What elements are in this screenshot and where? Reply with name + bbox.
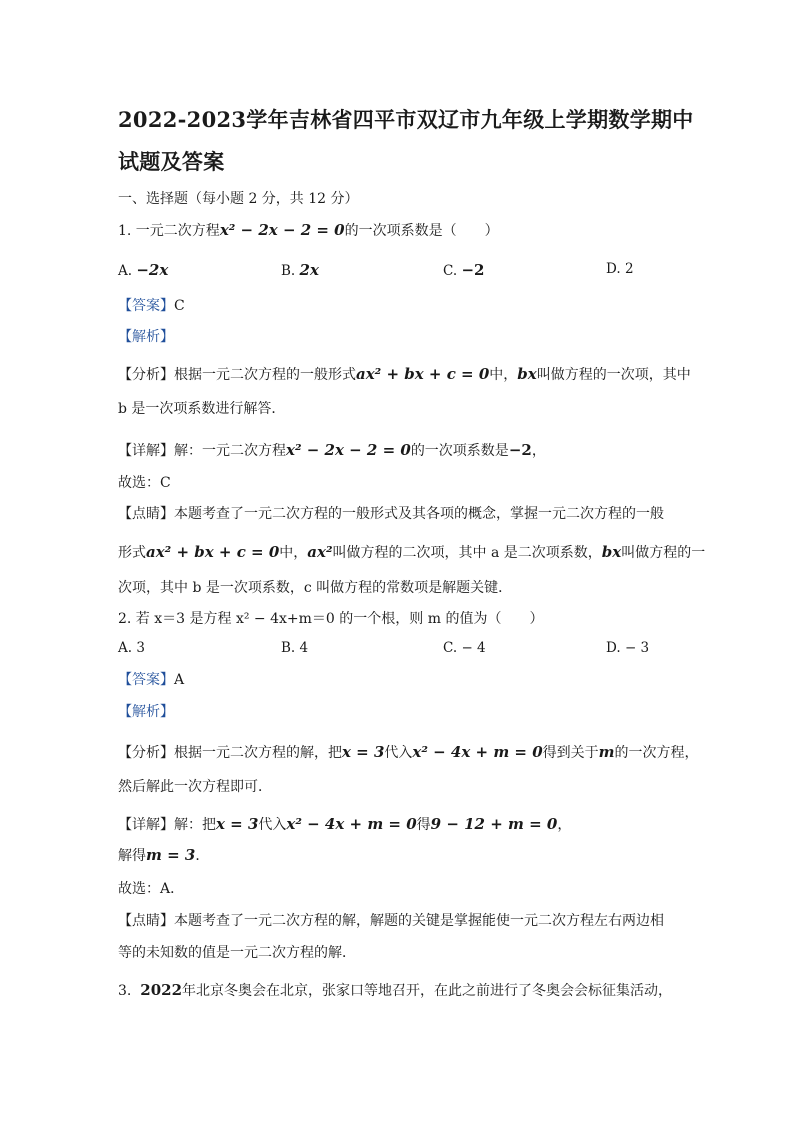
q1-analysis-tag — [118, 326, 174, 346]
q2-option-b — [281, 640, 308, 656]
q2-fenxi-line1 — [118, 742, 699, 762]
analysis-tag: 【解析】 — [118, 329, 174, 345]
detail-tag: 【详解】 — [118, 443, 174, 459]
text: 年北京冬奥会在北京，张家口等地召开，在此之前进行了冬奥会会标征集活动， — [182, 983, 673, 999]
option-value: 3 — [136, 640, 145, 656]
math: −2 — [508, 441, 532, 459]
text: 的一次方程， — [614, 745, 699, 761]
answer-value: C — [174, 298, 185, 314]
text: 形式 — [118, 545, 146, 561]
text: 的一次项系数是 — [410, 443, 509, 459]
answer-value: A — [174, 672, 185, 688]
text: ， — [531, 443, 546, 459]
math: ax² — [307, 543, 333, 561]
q2-option-d — [606, 640, 649, 656]
option-label: C. — [443, 263, 458, 279]
q2-option-a — [118, 640, 145, 656]
q1-equation: x² − 2x − 2 = 0 — [219, 221, 345, 239]
text: 解：把 — [174, 817, 216, 833]
dianjing-tag: 【点睛】 — [118, 913, 174, 929]
doc-title-line2: 试题及答案 — [118, 149, 225, 174]
q1-fenxi-line1 — [118, 364, 691, 384]
math: ax² + bx + c = 0 — [146, 543, 280, 561]
text: 叫做方程的二次项，其中 a 是二次项系数， — [332, 545, 602, 561]
text: 本题考查了一元二次方程的解，解题的关键是掌握能使一元二次方程左右两边相 — [174, 913, 664, 929]
math: 2022 — [140, 981, 183, 999]
option-value: − 3 — [624, 640, 650, 656]
q2-dianjing-line1 — [118, 910, 664, 930]
option-value: −2 — [461, 261, 485, 279]
text: ． — [195, 848, 210, 864]
text: 叫做方程的一次项，其中 — [536, 367, 691, 383]
math: x² − 4x + m = 0 — [412, 743, 543, 761]
math: x = 3 — [342, 743, 385, 761]
section-heading: 一、选择题（每小题 2 分，共 12 分） — [118, 191, 359, 207]
fenxi-tag: 【分析】 — [118, 745, 174, 761]
q1-stem — [118, 220, 499, 240]
q3-stem — [118, 980, 672, 1000]
dianjing-tag: 【点睛】 — [118, 506, 174, 522]
q2-solve — [118, 845, 209, 865]
text: 解：一元二次方程 — [174, 443, 286, 459]
q1-option-a — [118, 261, 168, 279]
answer-tag: 【答案】 — [118, 298, 174, 314]
q1-stem-suffix: 的一次项系数是（ ） — [344, 223, 499, 239]
text: 代入 — [258, 817, 287, 833]
text: 本题考查了一元二次方程的一般形式及其各项的概念，掌握一元二次方程的一般 — [174, 506, 664, 522]
q1-dianjing-line3: 次项，其中 b 是一次项系数，c 叫做方程的常数项是解题关键． — [118, 580, 513, 596]
text: 根据一元二次方程的一般形式 — [174, 367, 356, 383]
q1-dianjing-line1 — [118, 503, 664, 523]
q1-option-d — [606, 261, 634, 277]
text: ， — [557, 817, 572, 833]
q1-stem-prefix: 1. 一元二次方程 — [118, 223, 220, 239]
math: x = 3 — [216, 815, 259, 833]
option-label: A. — [118, 640, 133, 656]
q2-analysis-tag — [118, 701, 174, 721]
text: 解得 — [118, 848, 146, 864]
option-label: A. — [118, 263, 133, 279]
analysis-tag: 【解析】 — [118, 704, 174, 720]
q2-stem: 2. 若 x＝3 是方程 x² − 4x+m＝0 的一个根，则 m 的值为（ ） — [118, 611, 544, 627]
text: 得到关于 — [542, 745, 599, 761]
q2-fenxi-line2: 然后解此一次方程即可． — [118, 779, 272, 795]
question-number: 3. — [118, 983, 132, 999]
q1-dianjing-line2 — [118, 542, 705, 562]
text: 代入 — [384, 745, 413, 761]
math: m — [598, 743, 615, 761]
q2-detail — [118, 814, 571, 834]
q2-answer — [118, 669, 184, 689]
option-value: 4 — [299, 640, 309, 656]
math: m = 3 — [146, 846, 196, 864]
option-label: B. — [281, 263, 296, 279]
q2-option-c — [443, 640, 486, 656]
q1-option-b — [281, 261, 319, 279]
text: 得 — [416, 817, 431, 833]
answer-tag: 【答案】 — [118, 672, 174, 688]
math: ax² + bx + c = 0 — [356, 365, 490, 383]
text: 中， — [489, 367, 518, 383]
option-label: D. — [606, 640, 621, 656]
text: 叫做方程的一 — [621, 545, 706, 561]
detail-tag: 【详解】 — [118, 817, 174, 833]
q1-option-c — [443, 261, 484, 279]
option-value: −2x — [136, 261, 169, 279]
option-value: − 4 — [461, 640, 486, 656]
q1-fenxi-line2: b 是一次项系数进行解答． — [118, 401, 286, 417]
q1-choose: 故选：C — [118, 475, 171, 491]
option-label: D. — [606, 261, 621, 277]
math: 9 − 12 + m = 0 — [430, 815, 558, 833]
option-value: 2 — [624, 261, 634, 277]
math: bx — [517, 365, 537, 383]
q1-answer — [118, 295, 185, 315]
q1-detail — [118, 440, 546, 460]
doc-title-line1: 2022-2023学年吉林省四平市双辽市九年级上学期数学期中 — [118, 107, 694, 132]
math: x² − 2x − 2 = 0 — [286, 441, 411, 459]
option-value: 2x — [299, 261, 319, 279]
math: x² − 4x + m = 0 — [286, 815, 417, 833]
math: bx — [601, 543, 622, 561]
option-label: C. — [443, 640, 458, 656]
q2-choose: 故选：A． — [118, 881, 185, 897]
text: 中， — [279, 545, 308, 561]
q2-dianjing-line2: 等的未知数的值是一元二次方程的解． — [118, 945, 356, 961]
option-label: B. — [281, 640, 296, 656]
text: 根据一元二次方程的解，把 — [174, 745, 342, 761]
fenxi-tag: 【分析】 — [118, 367, 174, 383]
